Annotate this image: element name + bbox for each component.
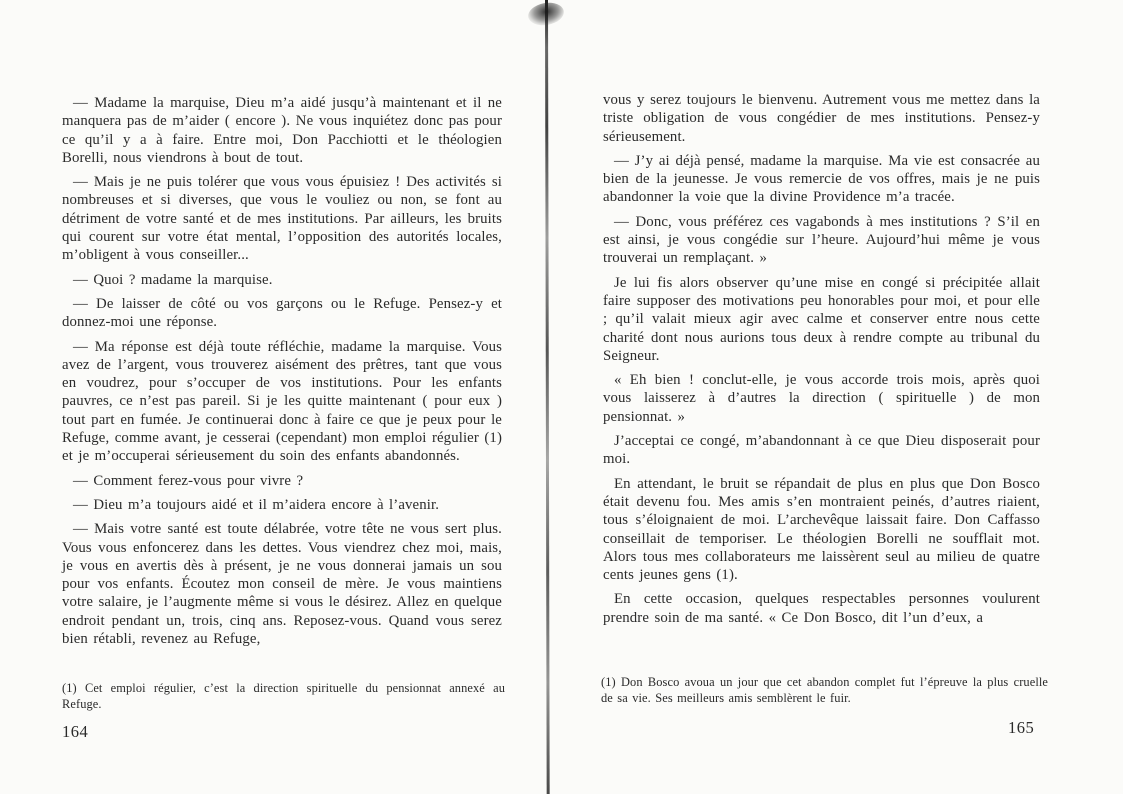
- paragraph: vous y serez toujours le bienvenu. Autrement vous me mettez dans la triste obligation de vous congédier de mes institutions. Pensez-y sérieusement.: [603, 92, 1040, 145]
- paragraph: — Donc, vous préférez ces vagabonds à mes institutions ? S’il en est ainsi, je vous congédie sur l’heure. Aujourd’hui même je vous trouverai un remplaçant. »: [603, 213, 1040, 267]
- page-right-text: [603, 91, 1040, 627]
- page-left-footnote: (1) Cet emploi régulier, c’est la direction spirituelle du pensionnat annexé au Refuge.: [62, 681, 505, 711]
- paragraph: Je lui fis alors observer qu’une mise en congé si précipitée allait faire supposer des motivations peu honorables pour moi, et pour elle ; qu’il valait mieux agir avec calme et conserver entre nous cette charité dont nous aurions tous deux à rendre compte au tribunal du Seigneur.: [603, 274, 1040, 364]
- page-left: [0, 0, 545, 794]
- page-number-right: 165: [1008, 718, 1035, 737]
- paragraph: — Ma réponse est déjà toute réfléchie, madame la marquise. Vous avez de l’argent, vous trouverez aisément des prêtres, tant que vous en voudrez, pour s’occuper de vos institutions. Pour les enfants pauvres, ce n’est pas pareil. Si je les quitte maintenant ( pour eux ) tout part en fumée. Je continuerai donc à faire ce que je peux pour le Refuge, comme avant, je cesserai (cependant) mon emploi régulier (1) et je m’occuperai sérieusement du soin des enfants abandonnés.: [62, 338, 502, 465]
- paragraph: — Madame la marquise, Dieu m’a aidé jusqu’à maintenant et il ne manquera pas de m’aider ( encore ). Ne vous inquiétez donc pas pour ce qu’il y a à faire. Entre moi, Don Pacchiotti et le théologien Borelli, nous viendrons à bout de tout.: [62, 95, 502, 166]
- page-right: [547, 0, 1123, 794]
- page-left-text: [62, 94, 502, 648]
- paragraph: En attendant, le bruit se répandait de plus en plus que Don Bosco était devenu fou. Mes amis s’en montraient peinés, d’autres riaient, tous s’éloignaient de moi. L’archevêque laissait faire. Don Caffasso conseillait de temporiser. Le théologien Borelli ne soufflait mot. Alors tous mes collaborateurs me laissèrent seul au milieu de quatre cents jeunes gens (1).: [603, 475, 1040, 584]
- paragraph: — J’y ai déjà pensé, madame la marquise. Ma vie est consacrée au bien de la jeunesse. Je vous remercie de vos offres, mais je ne puis abandonner la voie que la divine Providence m’a tracée.: [603, 152, 1040, 206]
- paragraph: — Mais je ne puis tolérer que vous vous épuisiez ! Des activités si nombreuses et si diverses, que vous le vouliez ou non, se font au détriment de votre santé et de mes institutions. Par ailleurs, les bruits qui courent sur votre état mental, l’opposition des autorités locales, m’obligent à vous conseiller...: [62, 174, 502, 264]
- paragraph: — Comment ferez-vous pour vivre ?: [73, 472, 304, 489]
- paragraph: — Quoi ? madame la marquise.: [73, 271, 273, 288]
- paragraph: En cette occasion, quelques respectables personnes voulurent prendre soin de ma santé. « Ce Don Bosco, dit l’un d’eux, a: [603, 591, 1040, 626]
- paragraph: — De laisser de côté ou vos garçons ou le Refuge. Pensez-y et donnez-moi une réponse.: [62, 295, 502, 331]
- paragraph: « Eh bien ! conclut-elle, je vous accorde trois mois, après quoi vous laisserez à d’autres la direction ( spirituelle ) de mon pensionnat. »: [603, 372, 1040, 425]
- paragraph: — Mais votre santé est toute délabrée, votre tête ne vous sert plus. Vous vous enfoncerez dans les dettes. Vous viendrez chez moi, mais, je vous en avertis dès à présent, je ne vous donnerai jamais un sou pour vos enfants. Écoutez mon conseil de mère. Je vous maintiens votre salaire, je l’augmente même si vous le désirez. Allez en quelque endroit pendant un, trois, cinq ans. Reposez-vous. Quand vous serez bien rétabli, revenez au Refuge,: [62, 521, 502, 648]
- paragraph: — Dieu m’a toujours aidé et il m’aidera encore à l’avenir.: [73, 496, 440, 513]
- page-number-left: 164: [62, 722, 89, 741]
- paragraph: J’acceptai ce congé, m’abandonnant à ce que Dieu disposerait pour moi.: [603, 433, 1040, 468]
- page-right-footnote: (1) Don Bosco avoua un jour que cet abandon complet fut l’épreuve la plus cruelle de sa vie. Ses meilleurs amis semblèrent le fuir.: [601, 675, 1048, 705]
